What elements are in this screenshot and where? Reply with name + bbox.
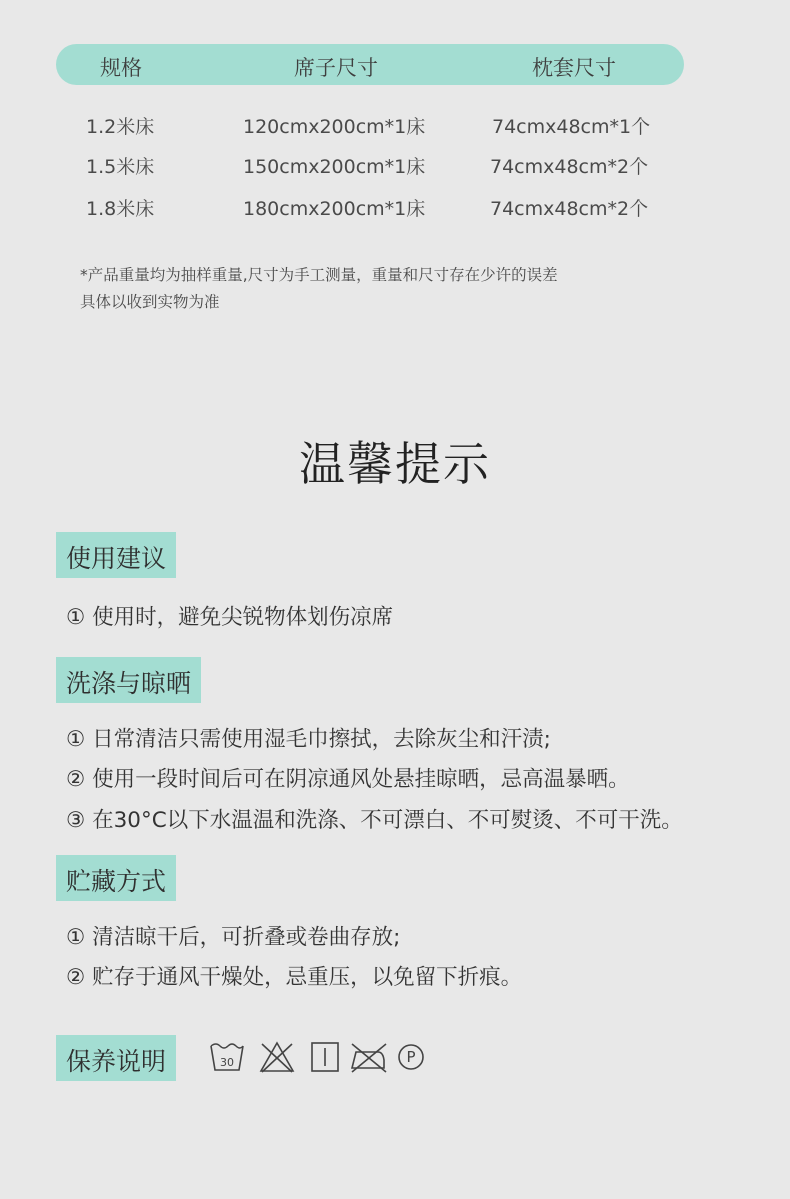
storage-item: ① 清洁晾干后，可折叠或卷曲存放; [66, 925, 401, 950]
row-mat-size: 150cmx200cm*1床 [243, 156, 426, 178]
table-row [0, 112, 790, 142]
storage-item: ② 贮存于通风干燥处，忌重压，以免留下折痕。 [66, 965, 523, 990]
section-tag-storage: 贮藏方式 [56, 855, 176, 901]
usage-item: ① 使用时，避免尖锐物体划伤凉席 [66, 605, 394, 630]
wash-30-icon [208, 1040, 246, 1074]
line-dry-icon [310, 1040, 340, 1074]
spec-table-header [56, 44, 684, 85]
washing-item: ③ 在30°C以下水温温和洗涤、不可漂白、不可熨烫、不可干洗。 [66, 808, 683, 833]
washing-item: ② 使用一段时间后可在阴凉通风处悬挂晾晒，忌高温暴晒。 [66, 767, 630, 792]
header-spec: 规格 [100, 56, 142, 80]
dry-clean-letter: P [406, 1048, 416, 1066]
no-iron-icon [348, 1040, 388, 1074]
section-tag-usage: 使用建议 [56, 532, 176, 578]
row-pillow-size: 74cmx48cm*2个 [490, 156, 649, 178]
wash-temp-label: 30 [220, 1056, 234, 1069]
table-row [0, 152, 790, 182]
row-spec: 1.8米床 [86, 198, 155, 220]
header-pillow-size: 枕套尺寸 [532, 56, 616, 80]
page-title: 温馨提示 [299, 437, 491, 491]
row-spec: 1.2米床 [86, 116, 155, 138]
washing-item: ① 日常清洁只需使用湿毛巾擦拭，去除灰尘和汗渍; [66, 727, 551, 752]
no-bleach-icon [258, 1040, 296, 1074]
row-pillow-size: 74cmx48cm*2个 [490, 198, 649, 220]
section-tag-care: 保养说明 [56, 1035, 176, 1081]
header-mat-size: 席子尺寸 [294, 56, 378, 80]
row-mat-size: 120cmx200cm*1床 [243, 116, 426, 138]
row-pillow-size: 74cmx48cm*1个 [492, 116, 651, 138]
section-tag-washing: 洗涤与晾晒 [56, 657, 201, 703]
table-row [0, 194, 790, 224]
disclaimer-line-2: 具体以收到实物为准 [80, 293, 220, 311]
row-mat-size: 180cmx200cm*1床 [243, 198, 426, 220]
row-spec: 1.5米床 [86, 156, 155, 178]
dry-clean-p-icon [396, 1040, 426, 1074]
disclaimer-line-1: *产品重量均为抽样重量,尺寸为手工测量，重量和尺寸存在少许的误差 [80, 266, 558, 284]
